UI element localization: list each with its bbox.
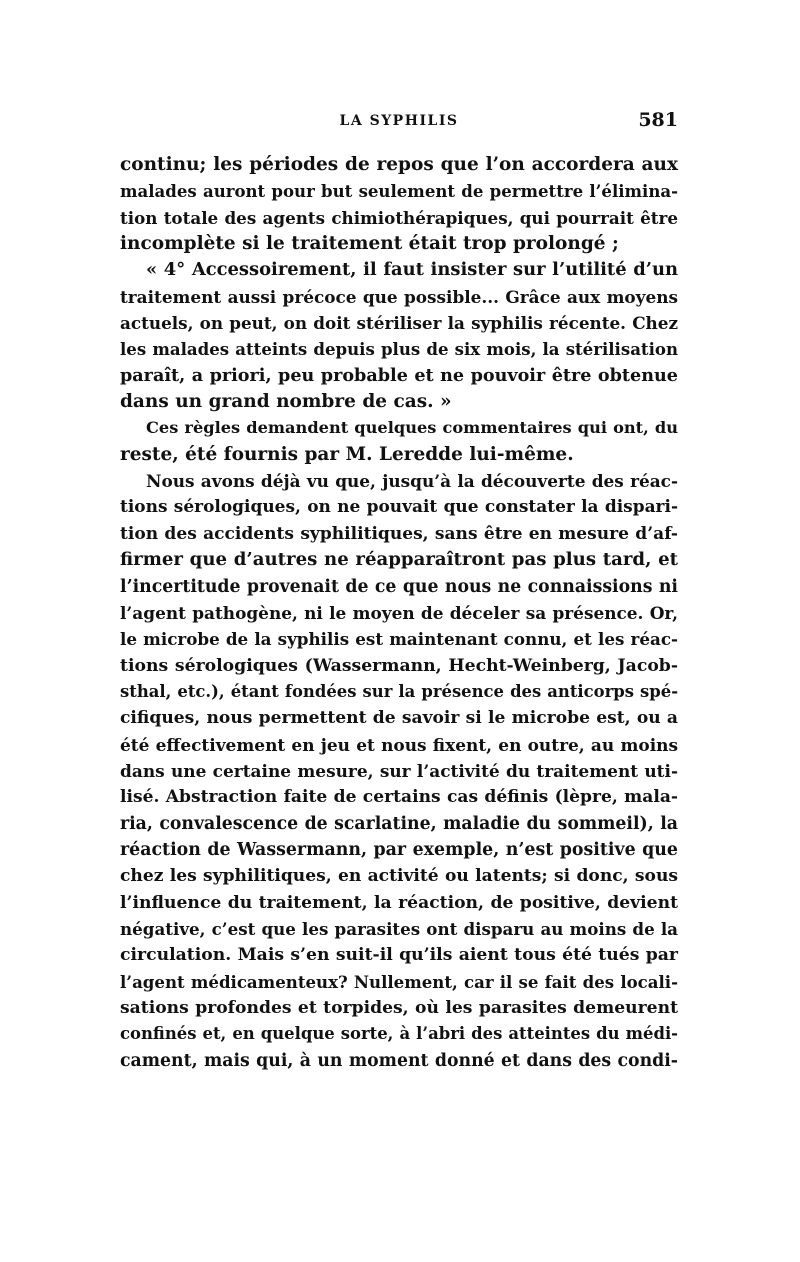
text-line: cament, mais qui, à un moment donné et dans des condi- [120,1050,678,1071]
text-line: traitement aussi précoce que possible... Grâce aux moyens [120,286,678,307]
text-line: sthal, etc.), étant fondées sur la présence des anticorps spé- [120,681,678,701]
text-line: l’agent pathogène, ni le moyen de déceler sa présence. Or, [120,602,678,623]
text-line: continu; les périodes de repos que l’on accordera aux [120,154,678,175]
text-line: cifiques, nous permettent de savoir si le microbe est, ou a [120,708,678,729]
text-line: été effectivement en jeu et nous fixent, en outre, au moins [120,734,678,755]
text-line: reste, été fournis par M. Leredde lui-même. [120,443,574,465]
text-line: chez les syphilitiques, en activité ou latents; si donc, sous [120,866,678,887]
text-line: incomplète si le traitement était trop prolongé ; [120,233,619,255]
text-line: tion des accidents syphilitiques, sans être en mesure d’af- [120,523,678,544]
text-line: tion totale des agents chimiothérapiques, qui pourrait être [120,207,678,228]
running-header [120,109,678,139]
text-line: l’incertitude provenait de ce que nous ne connaissions ni [120,576,678,597]
text-line: firmer que d’autres ne réapparaîtront pas plus tard, et [120,549,678,571]
text-line: « 4° Accessoirement, il faut insister sur l’utilité d’un [146,259,678,281]
text-line: paraît, a priori, peu probable et ne pouvoir être obtenue [120,364,678,386]
text-line: confinés et, en quelque sorte, à l’abri des atteintes du médi- [120,1024,678,1044]
text-line: le microbe de la syphilis est maintenant connu, et les réac- [120,629,678,650]
text-line: les malades atteints depuis plus de six mois, la stérilisation [120,339,678,360]
text-line: Ces règles demandent quelques commentaires qui ont, du [146,418,678,438]
text-line: négative, c’est que les parasites ont disparu au moins de la [120,918,678,939]
text-line: sations profondes et torpides, où les parasites demeurent [120,998,678,1018]
running-title: LA SYPHILIS [339,113,459,129]
text-line: lisé. Abstraction faite de certains cas définis (lèpre, mala- [120,787,678,808]
text-line: tions sérologiques, on ne pouvait que constater la dispari- [120,497,678,518]
text-line: actuels, on peut, on doit stériliser la syphilis récente. Chez [120,313,678,334]
body-text [120,152,678,1074]
text-line: dans un grand nombre de cas. » [120,391,452,413]
text-line: tions sérologiques (Wassermann, Hecht-Weinberg, Jacob- [120,655,678,676]
text-line: circulation. Mais s’en suit-il qu’ils aient tous été tués par [120,945,678,966]
page-number: 581 [638,109,678,131]
text-line: l’influence du traitement, la réaction, de positive, devient [120,892,678,913]
text-line: ria, convalescence de scarlatine, maladie du sommeil), la [120,813,678,834]
text-line: dans une certaine mesure, sur l’activité du traitement uti- [120,760,678,781]
text-line: réaction de Wassermann, par exemple, n’est positive que [120,839,678,860]
text-line: Nous avons déjà vu que, jusqu’à la découverte des réac- [146,471,678,492]
text-line: malades auront pour but seulement de permettre l’élimina- [120,181,678,202]
text-line: l’agent médicamenteux? Nullement, car il se fait des locali- [120,971,678,992]
